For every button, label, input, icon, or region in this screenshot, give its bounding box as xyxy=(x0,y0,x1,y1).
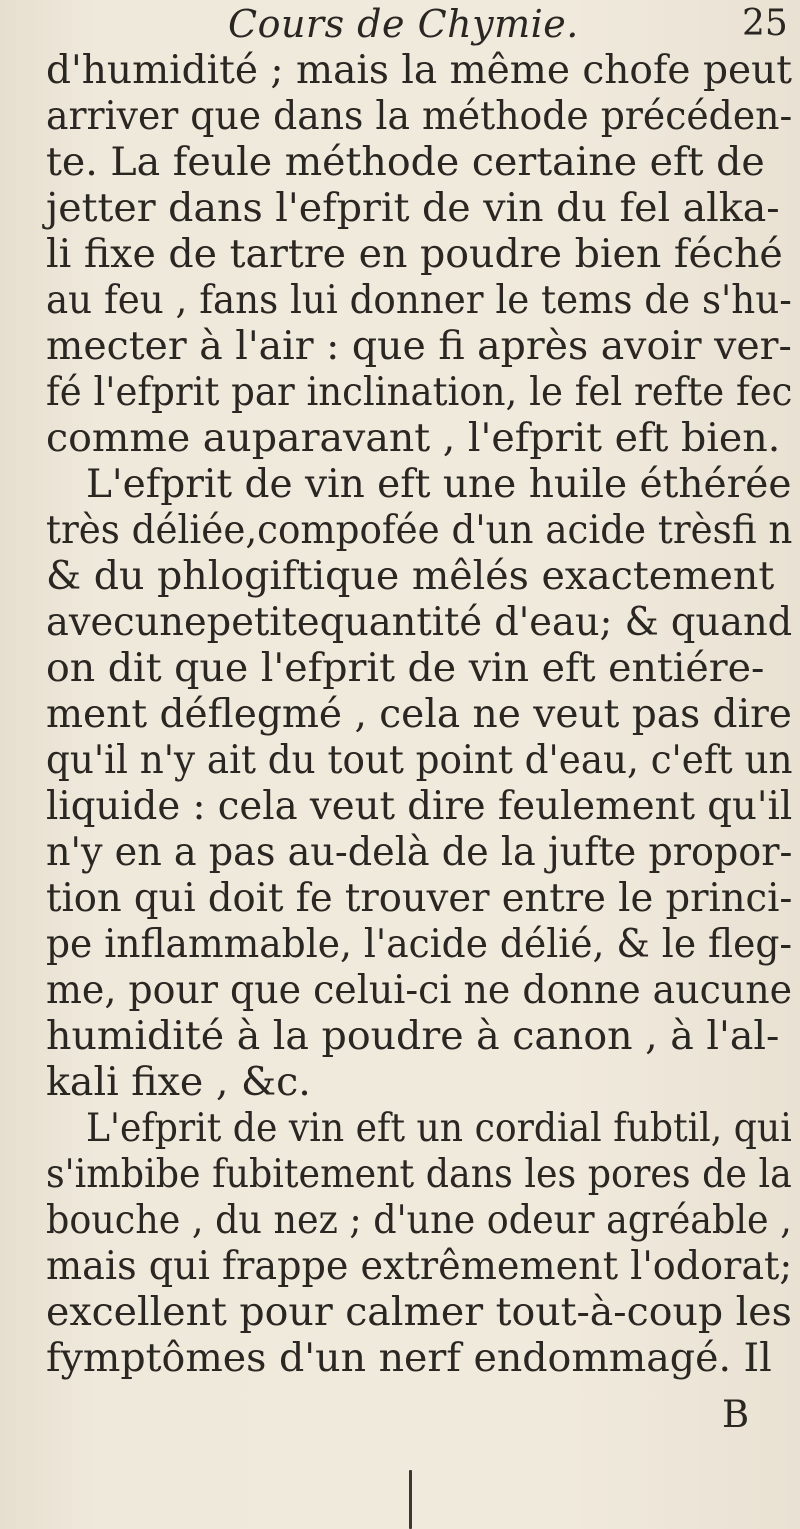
text-line: n'y en a pas au-delà de la jufte propor- xyxy=(46,829,793,875)
text-line: ment déflegmé , cela ne veut pas dire xyxy=(46,691,792,737)
text-line: arriver que dans la méthode précéden- xyxy=(46,93,793,139)
text-line: au feu , fans lui donner le tems de s'hu- xyxy=(46,277,792,323)
text-line: bouche , du nez ; d'une odeur agréable , xyxy=(46,1197,792,1243)
text-line: pe inflammable, l'acide délié, & le fleg- xyxy=(46,921,793,967)
text-line: avecunepetitequantité d'eau; & quand xyxy=(46,599,793,645)
page-header xyxy=(0,2,800,46)
text-line: li fixe de tartre en poudre bien féché xyxy=(46,231,783,277)
text-line: kali fixe , &c. xyxy=(46,1059,311,1105)
text-line: très déliée,compofée d'un acide trèsfi n xyxy=(46,507,793,553)
text-line: excellent pour calmer tout-à-coup les xyxy=(46,1289,792,1335)
text-line: & du phlogiftique mêlés exactement xyxy=(46,553,775,599)
text-line: s'imbibe fubitement dans les pores de la xyxy=(46,1151,792,1197)
text-line: qu'il n'y ait du tout point d'eau, c'eft un xyxy=(46,737,793,783)
text-line: te. La feule méthode certaine eft de xyxy=(46,139,765,185)
text-line: mais qui frappe extrêmement l'odorat; xyxy=(46,1243,793,1289)
text-line: comme auparavant , l'efprit eft bien. xyxy=(46,415,781,461)
text-line: jetter dans l'efprit de vin du fel alka- xyxy=(46,185,780,231)
binding-mark xyxy=(409,1470,412,1529)
text-line: liquide : cela veut dire feulement qu'il xyxy=(46,783,793,829)
running-title: Cours de Chymie. xyxy=(228,2,579,46)
text-line: on dit que l'efprit de vin eft entiére- xyxy=(46,645,765,691)
text-line: fé l'efprit par inclination, le fel refte fec xyxy=(46,369,793,415)
signature-mark: B xyxy=(722,1393,750,1436)
text-line: L'efprit de vin eft un cordial fubtil, qui xyxy=(86,1105,792,1151)
text-line: fymptômes d'un nerf endommagé. Il xyxy=(46,1335,772,1381)
text-line: d'humidité ; mais la même chofe peut xyxy=(46,47,793,93)
text-line: L'efprit de vin eft une huile éthérée xyxy=(86,461,792,507)
text-line: tion qui doit fe trouver entre le princi- xyxy=(46,875,793,921)
page-number: 25 xyxy=(742,3,788,44)
text-line: humidité à la poudre à canon , à l'al- xyxy=(46,1013,780,1059)
text-line: mecter à l'air : que fi après avoir ver- xyxy=(46,323,792,369)
text-line: me, pour que celui-ci ne donne aucune xyxy=(46,967,793,1013)
